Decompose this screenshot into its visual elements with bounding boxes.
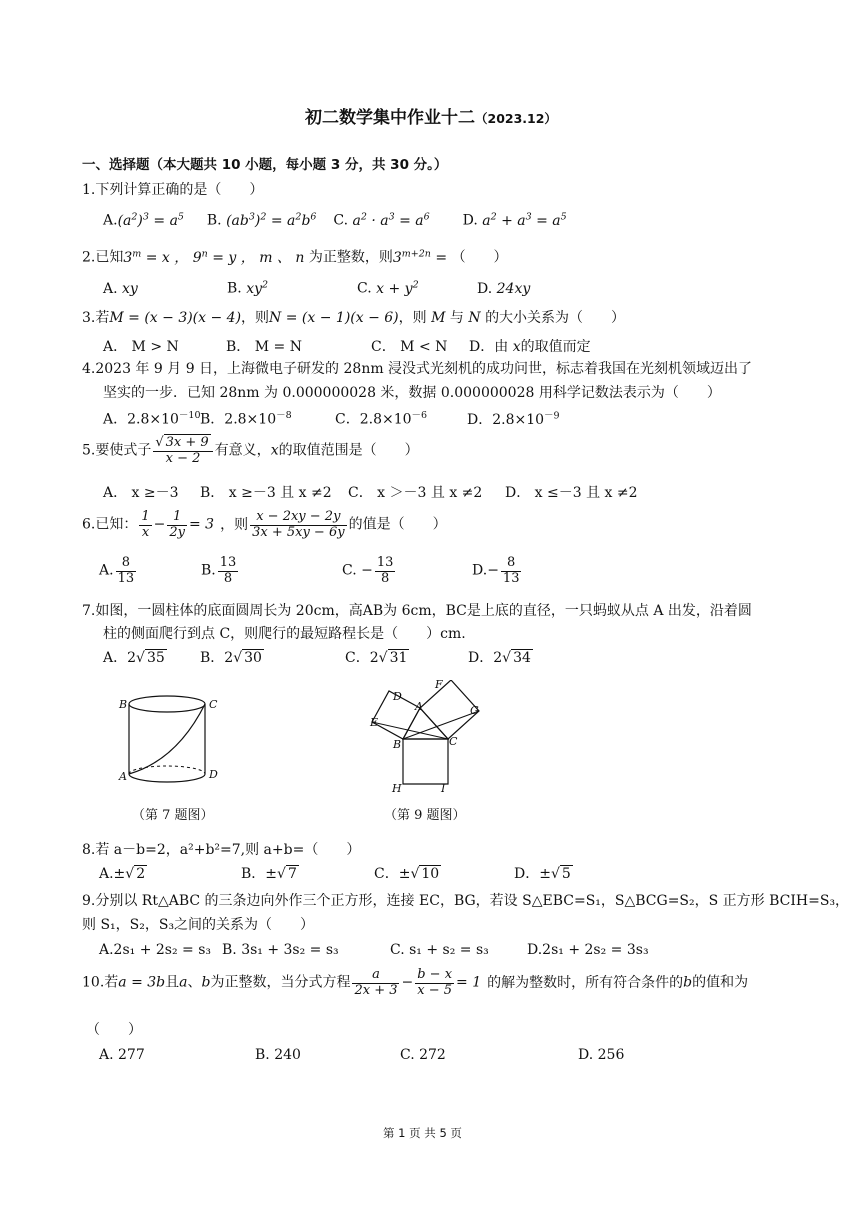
question-10-options <box>99 1047 624 1065</box>
q10-option-c[interactable]: C. 272 <box>400 1047 446 1063</box>
q10-option-a[interactable]: A. 277 <box>99 1047 145 1063</box>
label-C: C <box>449 735 458 748</box>
question-6-options <box>99 556 523 587</box>
question-2-options <box>103 279 597 298</box>
q1-b-math: $(ab^3)^2 = a^2b^6$ <box>226 211 317 229</box>
q3-option-b[interactable]: B． M = N <box>226 339 302 355</box>
q5-option-c[interactable]: C． x ＞－3 且 x ≠2 <box>348 485 483 501</box>
q5-fraction: $\frac{√ 3x + 9}{x - 2}$ <box>153 436 212 467</box>
label-C: C <box>209 698 218 711</box>
question-4-options <box>103 410 560 429</box>
question-5-options <box>103 485 638 503</box>
q5-option-a[interactable]: A． x ≥－3 <box>103 485 179 501</box>
page-title <box>305 108 557 129</box>
q3-option-a[interactable]: A． M > N <box>103 339 179 355</box>
q2-target: $3^{m+2n}$ = <box>392 248 452 266</box>
page-footer: 第 1 页 共 5 页 <box>383 1126 462 1140</box>
question-6-stem: 6.已知： $\frac{1}{x}$ − $\frac{1}{2y}$ = 3 ，则 $\frac{x - 2xy - 2y}{3x + 5xy - 6y}$ 的值是（ ） <box>82 509 447 540</box>
label-B: B <box>393 738 402 751</box>
q6-option-a[interactable]: A. $\frac{8}{13}$ <box>99 555 135 586</box>
q9-option-c[interactable]: C. s₁ + s₂ = s₃ <box>390 942 489 958</box>
q8-option-d[interactable]: D．±√ 5 <box>514 866 571 882</box>
q1-option-c[interactable]: C. $a^2 \cdot a^3 = a^6$ <box>333 211 430 229</box>
q6-frac-2: $\frac{1}{2y}$ <box>169 509 185 540</box>
q1-d-math: $a^2 + a^3 = a^5$ <box>482 211 567 229</box>
section-heading: 一、选择题（本大题共 10 小题，每小题 3 分，共 30 分。） <box>82 157 448 173</box>
q4-option-b[interactable]: B．$2.8\times 10^{-8}$ <box>200 410 292 428</box>
q6-option-c[interactable]: C. − $\frac{13}{8}$ <box>342 555 394 586</box>
square-BCIH <box>403 739 448 784</box>
question-10-stem: 10.若a = 3b且a、b为正整数，当分式方程 $\frac{a}{2x + 3}$ − $\frac{b - x}{x - 5}$ = 1 的解为整数时，所有符合条件的b的值和为 <box>82 967 749 998</box>
q3-n-def: N = (x − 1)(x − 6) <box>269 310 399 326</box>
q9-option-a[interactable]: A.2s₁ + 2s₂ = s₃ <box>99 942 212 958</box>
q7-option-b[interactable]: B．2√ 30 <box>200 650 262 666</box>
q6-option-d[interactable]: D.− $\frac{8}{13}$ <box>472 555 520 586</box>
question-10-line2: （ ） <box>86 1022 142 1038</box>
cylinder-top-ellipse <box>129 696 205 712</box>
label-I: I <box>441 782 446 795</box>
q8-option-c[interactable]: C．±√ 10 <box>374 866 440 882</box>
cylinder-bottom-front <box>129 774 205 782</box>
q4-option-d[interactable]: D．$2.8\times 10^{-9}$ <box>467 410 560 428</box>
q3-option-d[interactable]: D．由 x的取值而定 <box>469 339 591 355</box>
question-7-line2: 柱的侧面爬行到点 C，则爬行的最短路程长是（ ）cm. <box>103 626 466 642</box>
q1-option-a[interactable]: $A.(a^2)^3 = a^5$ <box>103 211 184 229</box>
question-9-line1: 9.分别以 Rt△ABC 的三条边向外作三个正方形，连接 EC，BG，若设 S△EBC=S₁，S△BCG=S₂，S 正方形 BCIH=S₃， <box>82 893 850 909</box>
q8-option-a[interactable]: A.±√ 2 <box>99 866 146 882</box>
q7-option-d[interactable]: D．2√ 34 <box>468 650 531 666</box>
question-3-options <box>103 339 591 357</box>
segment-BG <box>403 711 479 739</box>
q9-option-b[interactable]: B. 3s₁ + 3s₂ = s₃ <box>222 942 339 958</box>
q2-given: $3^m = x$ ， $9^n = y$ ， m 、 n <box>123 248 309 266</box>
q5-option-d[interactable]: D． x ≤－3 且 x ≠2 <box>505 485 638 501</box>
label-H: H <box>392 782 402 795</box>
question-9-options <box>99 942 649 960</box>
question-2-stem: 2.已知$3^m = x$ ， $9^n = y$ ， m 、 n 为正整数，则$3^{m+2n}$ = （ ） <box>82 248 508 266</box>
q10-frac-1: $\frac{a}{2x + 3}$ <box>354 967 398 998</box>
question-7-line1: 7.如图，一圆柱体的底面圆周长为 20cm，高AB为 6cm，BC是上底的直径，一只蚂蚁从点 A 出发，沿着圆 <box>82 603 752 619</box>
q8-option-b[interactable]: B．±√ 7 <box>241 866 297 882</box>
q10-option-b[interactable]: B. 240 <box>255 1047 301 1063</box>
question-8-stem: 8.若 a－b=2，a²+b²=7,则 a+b=（ ） <box>82 842 361 858</box>
q2-option-b[interactable]: B. $xy^2$ <box>227 279 269 297</box>
q5-option-b[interactable]: B． x ≥－3 且 x ≠2 <box>200 485 332 501</box>
label-B: B <box>119 698 128 711</box>
figure-7-caption: （第 7 题图） <box>132 808 214 823</box>
label-A: A <box>415 700 423 713</box>
q1-option-d[interactable]: D. $a^2 + a^3 = a^5$ <box>462 211 567 229</box>
figure-9-caption: （第 9 题图） <box>384 808 466 823</box>
question-9-line2: 则 S₁，S₂，S₃之间的关系为（ ） <box>82 917 315 933</box>
question-8-options <box>99 866 573 884</box>
q4-option-c[interactable]: C．$2.8\times 10^{-6}$ <box>335 410 428 428</box>
title-text: 初二数学集中作业十二 <box>305 108 475 128</box>
ant-path <box>129 704 205 774</box>
q1-a-math: $(a^2)^3 = a^5$ <box>117 211 184 229</box>
q2-option-a[interactable]: A. xy <box>103 280 138 297</box>
q1-c-math: $a^2 \cdot a^3 = a^6$ <box>352 211 430 229</box>
question-4-line1: 4.2023 年 9 月 9 日，上海微电子研发的 28nm 浸没式光刻机的成功问世，标志着我国在光刻机领域迈出了 <box>82 361 753 377</box>
q2-option-c[interactable]: C. $x + y^2$ <box>357 279 419 297</box>
figure-7-cylinder <box>115 690 225 795</box>
label-F: F <box>435 680 443 691</box>
q6-frac-1: $\frac{1}{x}$ <box>141 509 150 540</box>
label-E: E <box>370 716 379 729</box>
q6-target-frac: $\frac{x - 2xy - 2y}{3x + 5xy - 6y}$ <box>252 509 345 540</box>
q7-option-a[interactable]: A．2√ 35 <box>103 650 165 666</box>
figure-9-squares <box>365 680 495 795</box>
q9-option-d[interactable]: D.2s₁ + 2s₂ = 3s₃ <box>527 942 649 958</box>
q10-option-d[interactable]: D. 256 <box>578 1047 625 1063</box>
label-G: G <box>470 704 479 717</box>
question-7-options <box>103 650 533 668</box>
q2-option-d[interactable]: D. 24xy <box>477 280 531 297</box>
q3-option-c[interactable]: C． M < N <box>371 339 448 355</box>
question-4-line2: 坚实的一步．已知 28nm 为 0.000000028 米，数据 0.000000028 用科学记数法表示为（ ） <box>103 385 721 401</box>
question-1-options <box>103 211 567 230</box>
q4-option-a[interactable]: A．$2.8\times 10^{-10}$ <box>103 410 201 428</box>
title-year: （2023.12） <box>475 111 557 126</box>
question-1-stem: 1.下列计算正确的是（ ） <box>82 182 264 198</box>
label-D: D <box>393 690 402 703</box>
q7-option-c[interactable]: C．2√ 31 <box>345 650 408 666</box>
question-3-stem: 3.若M = (x − 3)(x − 4)，则N = (x − 1)(x − 6)，则 M 与 N 的大小关系为（ ） <box>82 310 626 326</box>
label-A: A <box>119 770 127 783</box>
label-D: D <box>209 768 218 781</box>
q10-frac-2: $\frac{b - x}{x - 5}$ <box>417 967 453 998</box>
question-5-stem: 5.要使式子 $\frac{√ 3x + 9}{x - 2}$ 有意义，x的取值范围是（ ） <box>82 435 419 466</box>
q3-m-def: M = (x − 3)(x − 4) <box>109 310 242 326</box>
q1-option-b[interactable]: B. $(ab^3)^2 = a^2b^6$ <box>206 211 317 229</box>
q6-option-b[interactable]: B. $\frac{13}{8}$ <box>201 555 237 586</box>
